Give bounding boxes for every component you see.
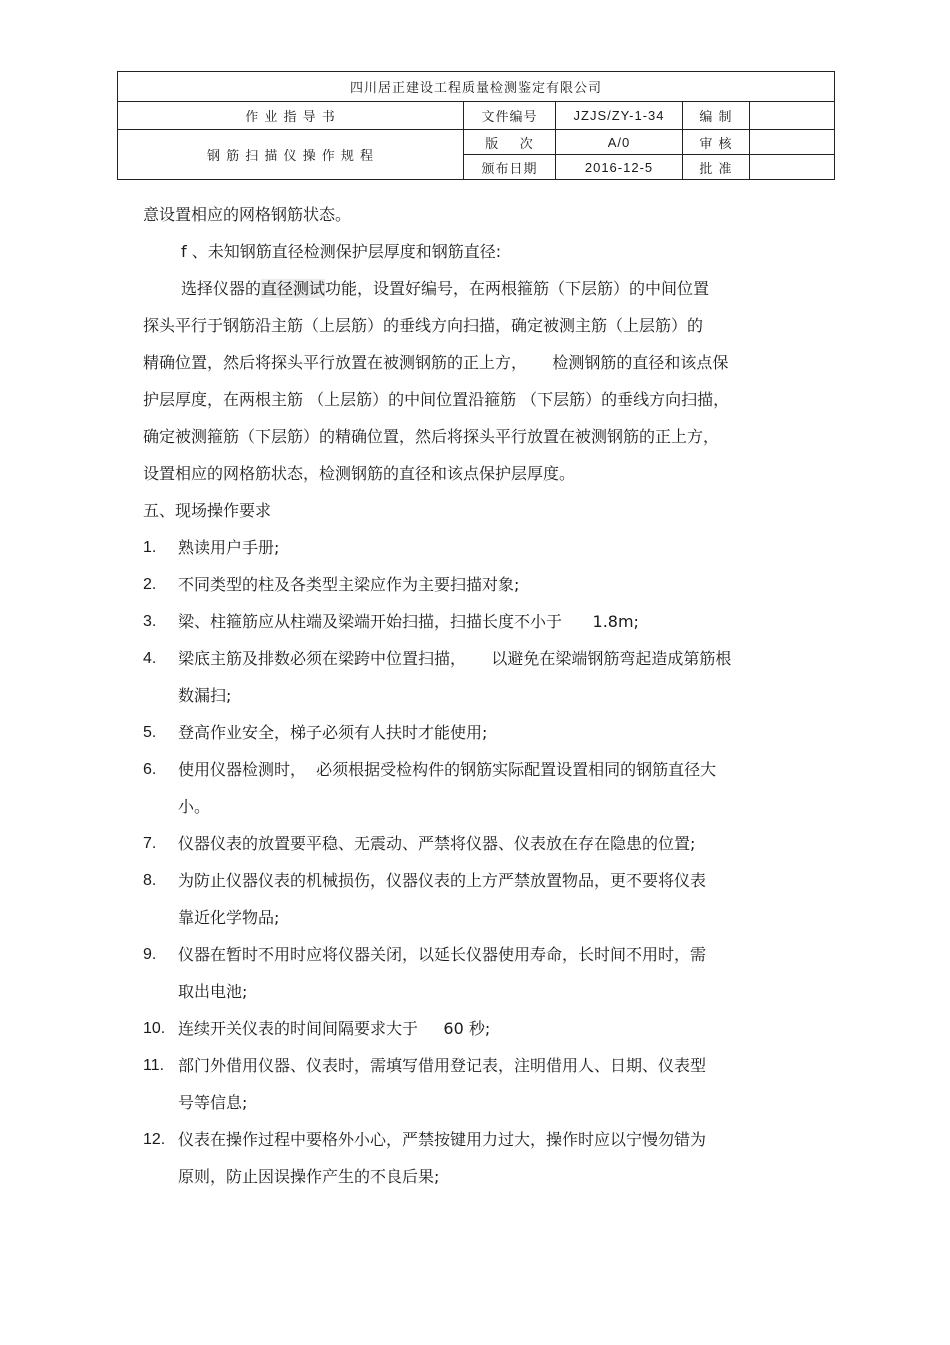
paragraph-line: 确定被测箍筋（下层筋）的精确位置，然后将探头平行放置在被测钢筋的正上方， xyxy=(143,427,720,446)
item-number: 7. xyxy=(143,835,157,852)
paragraph-line: 探头平行于钢筋沿主筋（上层筋）的垂线方向扫描，确定被测主筋（上层筋）的 xyxy=(143,316,704,335)
item-text: 不同类型的柱及各类型主梁应作为主要扫描对象; xyxy=(178,575,520,594)
item-number: 9. xyxy=(143,946,157,963)
review-value xyxy=(750,130,835,155)
continuation-line: 意设置相应的网格钢筋状态。 xyxy=(143,205,352,224)
item-number: 10. xyxy=(143,1020,166,1037)
list-item xyxy=(143,1010,803,1047)
section-5-heading: 五、现场操作要求 xyxy=(143,501,272,520)
list-item xyxy=(143,825,803,862)
list-item xyxy=(143,529,803,566)
compile-label: 编 制 xyxy=(683,102,750,130)
item-text: 为防止仪器仪表的机械损伤，仪器仪表的上方严禁放置物品，更不要将仪表 靠近化学物品; xyxy=(178,871,707,927)
document-type: 作 业 指 导 书 xyxy=(118,102,464,130)
item-text: 连续开关仪表的时间间隔要求大于 60 秒; xyxy=(178,1019,491,1038)
item-text: 仪器仪表的放置要平稳、无震动、严禁将仪器、仪表放在存在隐患的位置; xyxy=(178,834,696,853)
file-no-label: 文件编号 xyxy=(464,102,556,130)
subsection-f-title: f 、未知钢筋直径检测保护层厚度和钢筋直径: xyxy=(181,242,502,261)
item-text: 仪器在暂时不用时应将仪器关闭，以延长仪器使用寿命，长时间不用时，需 取出电池; xyxy=(178,945,707,1001)
edition-value: A/0 xyxy=(556,130,683,155)
list-item xyxy=(143,1121,803,1195)
edition-label: 版 次 xyxy=(464,130,556,155)
approve-value xyxy=(750,155,835,180)
item-number: 8. xyxy=(143,872,157,889)
paragraph-first-line xyxy=(143,270,803,307)
approve-label: 批 准 xyxy=(683,155,750,180)
item-text: 登高作业安全，梯子必须有人扶时才能使用; xyxy=(178,723,488,742)
paragraph-line: 设置相应的网格筋状态，检测钢筋的直径和该点保护层厚度。 xyxy=(143,464,576,483)
list-item xyxy=(143,714,803,751)
company-name: 四川居正建设工程质量检测鉴定有限公司 xyxy=(118,72,835,102)
document-header-table xyxy=(117,71,835,180)
procedure-title: 钢 筋 扫 描 仪 操 作 规 程 xyxy=(118,130,464,180)
item-text: 梁底主筋及排数必须在梁跨中位置扫描， 以避免在梁端钢筋弯起造成第筋根 数漏扫; xyxy=(178,649,732,705)
list-item xyxy=(143,751,803,825)
item-number: 3. xyxy=(143,613,157,630)
item-number: 1. xyxy=(143,539,157,556)
list-item xyxy=(143,640,803,714)
review-label: 审 核 xyxy=(683,130,750,155)
list-item xyxy=(143,566,803,603)
paragraph-line: 护层厚度，在两根主筋 （上层筋）的中间位置沿箍筋 （下层筋）的垂线方向扫描， xyxy=(143,390,730,409)
list-item xyxy=(143,1047,803,1121)
item-text: 仪表在操作过程中要格外小心，严禁按键用力过大，操作时应以宁慢勿错为 原则，防止因误操作产生的不良后果; xyxy=(178,1130,707,1186)
file-no-value: JZJS/ZY-1-34 xyxy=(556,102,683,130)
paragraph-line: 精确位置，然后将探头平行放置在被测钢筋的正上方， 检测钢筋的直径和该点保 xyxy=(143,353,729,372)
document-body xyxy=(143,196,803,1195)
item-text: 部门外借用仪器、仪表时，需填写借用登记表，注明借用人、日期、仪表型 号等信息; xyxy=(178,1056,707,1112)
compile-value xyxy=(750,102,835,130)
item-number: 6. xyxy=(143,761,157,778)
item-number: 12. xyxy=(143,1131,166,1148)
requirements-list xyxy=(143,529,803,1195)
list-item xyxy=(143,603,803,640)
item-text: 熟读用户手册; xyxy=(178,538,280,557)
item-text: 使用仪器检测时， 必须根据受检构件的钢筋实际配置设置相同的钢筋直径大 小。 xyxy=(178,760,717,816)
para-text-post: 功能，设置好编号，在两根箍筋（下层筋）的中间位置 xyxy=(325,279,710,298)
para-text-pre: 选择仪器的 xyxy=(181,279,262,298)
issue-date-value: 2016-12-5 xyxy=(556,155,683,180)
issue-date-label: 颁布日期 xyxy=(464,155,556,180)
item-text: 梁、柱箍筋应从柱端及梁端开始扫描，扫描长度不小于 1.8m; xyxy=(178,612,639,631)
item-number: 11. xyxy=(143,1057,165,1074)
list-item xyxy=(143,862,803,936)
list-item xyxy=(143,936,803,1010)
item-number: 2. xyxy=(143,576,157,593)
highlighted-term: 直径测试 xyxy=(261,279,326,298)
item-number: 4. xyxy=(143,650,157,667)
item-number: 5. xyxy=(143,724,157,741)
